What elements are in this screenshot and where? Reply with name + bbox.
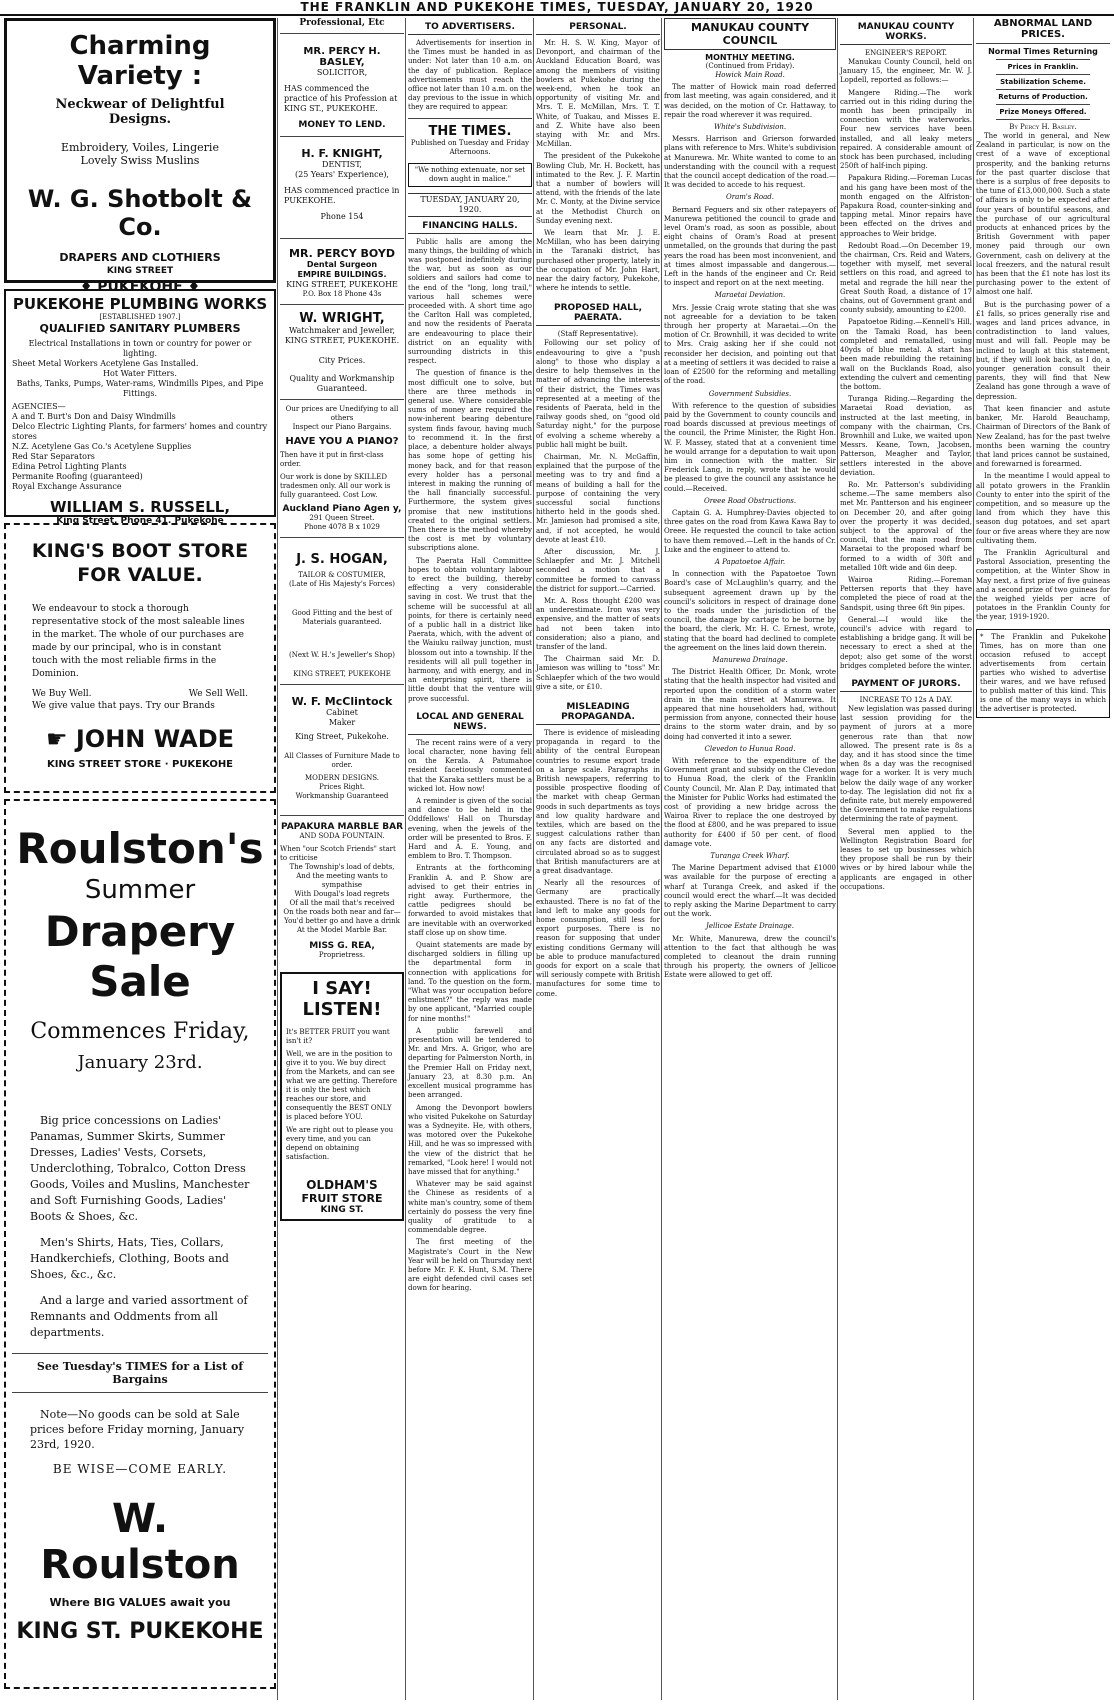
boot-store-slogan: We give value that pays. Try our Brands bbox=[32, 701, 215, 711]
article-subhead: Prize Moneys Offered. bbox=[999, 108, 1087, 116]
article-body: Following our set policy of endeavouring to give a "push along" to those who display a desire to help themselves in the matter of advancing the interests of their district, the Times was represented at a meeting of the residents of Paerata, held in the railway goods shed, on "good old Saturday night," for the purpose of evolving a scheme whereby a public hall might be built. Chairman, Mr. N. McGaffin, explained that the purpose of the meeting was to try and find a means of building a hall for the purpose of containing the very successful social functions hitherto held in the goods shed. Mr. Jamieson had promised a site, and, if not accepted, he would devote at least £10. After discussion, Mr. J. Schlaepfer and Mr. J. Mitchell seconded a motion that a committee be formed to canvass the district for support.—Carried. Mr. A. Ross thought £200 was an underestimate. Iron was very expensive, and the matter of seats had not been taken into consideration; also a piano, and transfer of the land. The Chairman said Mr. D. Jamieson was willing to "toss" Mr. Schlaepfer which of the two would give a site, or £10. bbox=[536, 339, 660, 691]
article-subhead: Prices in Franklin. bbox=[1007, 63, 1079, 71]
shotbolt-town: ♦ PUKEKOHE ♦ bbox=[79, 279, 201, 295]
marble-proprietor-title: Proprietress. bbox=[318, 951, 366, 959]
piano-address: 291 Queen Street. bbox=[309, 514, 375, 522]
diamond-icon: ♦ bbox=[182, 279, 201, 295]
roulston-paragraph: Big price concessions on Ladies' Panamas, Summer Skirts, Summer Dresses, Ladies' Vests, Corsets, Underclothing, Tobralco, Cotton Dress Goods, Voiles and Muslins, Manchester and Soft Furnishing Goods, Ladies' Boots & Shoes, &c. bbox=[30, 1114, 250, 1223]
wright-title: Watchmaker and Jeweller, bbox=[289, 326, 395, 335]
advert-column-1 bbox=[4, 18, 276, 1700]
article-headline: PAYMENT OF JURORS. bbox=[840, 679, 972, 692]
boot-store-body: We endeavour to stock a thorough representative stock of the most saleable lines in the market. The whole of our purchases are made by our principal, who is in constant touch with the most reliable firms in the Dominion. bbox=[32, 604, 245, 679]
mcclintock-line: All Classes of Furniture Made to order. bbox=[284, 752, 400, 769]
plumbing-agency: Red Star Separators bbox=[12, 452, 95, 461]
oldham-address: KING ST. bbox=[320, 1205, 364, 1215]
piano-line: Inspect our Piano Bargains. bbox=[292, 423, 392, 431]
knight-body: HAS commenced practice in PUKEKOHE. bbox=[284, 186, 400, 205]
column-divider bbox=[405, 18, 406, 1700]
wright-line: Quality and Workmanship Guaranteed. bbox=[289, 374, 395, 393]
editorial-column bbox=[408, 18, 532, 1700]
marble-subhead: AND SODA FOUNTAIN. bbox=[299, 832, 385, 840]
boyd-title: Dental Surgeon bbox=[306, 260, 378, 269]
plumbing-agency: Royal Exchange Assurance bbox=[12, 482, 122, 491]
times-subhead: Published on Tuesday and Friday Afternoons. bbox=[410, 138, 530, 156]
boyd-address: KING STREET, PUKEKOHE bbox=[286, 280, 398, 289]
roulston-see-times: See Tuesday's TIMES for a List of Bargains bbox=[36, 1360, 244, 1386]
plumbing-line: Sheet Metal Workers Acetylene Gas Installed. bbox=[12, 359, 199, 368]
boot-store-advert bbox=[4, 523, 276, 793]
marble-verse: On the roads both near and far— bbox=[283, 908, 401, 916]
article-headline: MANUKAU COUNTY COUNCIL bbox=[664, 18, 836, 50]
boot-store-slogan: We Sell Well. bbox=[188, 689, 248, 699]
i-say-line: Well, we are in the position to give it to you. We buy direct from the Markets, and can see what we are getting. Therefore it is only the best which reaches our store, and consequently the BEST ONLY is placed before YOU. bbox=[286, 1050, 397, 1121]
shotbolt-firm: W. G. Shotbolt & Co. bbox=[27, 185, 253, 241]
hogan-line: TAILOR & COSTUMIER, bbox=[298, 571, 386, 579]
section-heading: Professional, Etc bbox=[299, 18, 385, 28]
article-subhead: Stabilization Scheme. bbox=[1000, 78, 1086, 86]
boot-store-address: KING STREET STORE · PUKEKOHE bbox=[46, 759, 234, 770]
article-body: There is evidence of misleading propaganda in regard to the ability of the central European countries to resume export trade on a large scale. Paragraphs in British newspapers, referring to possible prospective flooding of the market with cheap German goods in such departments as toys and low quality hardware and textiles, which are based on the suggest calculations rather than on any facts are distorted and circulated abroad so as to suggest that British manufacturers are at a great disadvantage. Nearly all the resources of Germany are practically exhausted. There is no fat of the land left to make any goods for home consumption, still less for export purposes. There is no reason for supposing that under existing conditions Germany will be able to produce manufactured goods for export on a scale that will seriously compete with British manufactures for some time to come. bbox=[536, 729, 660, 998]
roulston-address: KING ST. PUKEKOHE bbox=[16, 1619, 264, 1644]
column-divider bbox=[277, 18, 278, 1700]
plumbing-agency: A and T. Burt's Don and Daisy Windmills bbox=[12, 412, 176, 421]
mcclintock-line: MODERN DESIGNS. bbox=[304, 774, 380, 782]
i-say-headline: LISTEN! bbox=[302, 999, 382, 1020]
roulston-proprietor: W. Roulston bbox=[40, 1496, 240, 1588]
marble-verse: Of all the mail that's received bbox=[289, 899, 395, 907]
news-column bbox=[536, 18, 660, 1700]
article-body: New legislation was passed during last session providing for the payment of jurors at a more generous rate than that now allowed. The present rate is 8s a day, and it has stood since the time when 8s a day was the recognised wage for a worker. It is very much below the daily wage of any worker to-day. The legislation did not fix a definite rate, but merely empowered the Government to make regulations determining the rate of payment. Several men applied to the Wellington Registration Board for leases to set up businesses which they propose shall be run by their wives or by hired labour while the applicants are engaged in other occupations. bbox=[840, 705, 972, 891]
column-divider bbox=[837, 18, 838, 1700]
plumbing-headline: PUKEKOHE PLUMBING WORKS bbox=[12, 295, 268, 313]
hogan-line: (Next W. H.'s Jeweller's Shop) bbox=[289, 651, 395, 659]
times-heading: THE TIMES. bbox=[428, 123, 512, 139]
boyd-box: P.O. Box 18 Phone 43s bbox=[302, 290, 382, 298]
marble-verse: When "our Scotch Friends" start to criticise bbox=[280, 845, 396, 862]
marble-headline: PAPAKURA MARBLE BAR bbox=[280, 822, 404, 832]
article-body: Mr. H. S. W. King, Mayor of Devonport, and chairman of the Auckland Education Board, was among the members of visiting bowlers at Pukekohe during the week-end, when he took an opportunity of visiting Mr. and Mrs. T. E. McMillan, Mrs. T. T. White, of Tuakau, and Misses E. and Z. White have also been staying with Mr. and Mrs. McMillan. The president of the Pukekohe Bowling Club, Mr. H. Bockett, has intimated to the Rev. J. F. Martin that a number of bowlers will attend, with the friends of the late Mr. C. Monty, at the Divine service at the Methodist Church on Sunday evening next. We learn that Mr. J. E. McMillan, who has been dairying in the Taranaki district, has purchased other property, lately in the occupation of Mr. John Hart, near the dairy factory, Pukekohe, where he intends to settle. bbox=[536, 39, 660, 293]
roulston-date: Commences Friday, bbox=[30, 1019, 250, 1044]
plumbing-agency: Delco Electric Lighting Plants, for farmers' homes and country stores bbox=[12, 422, 268, 441]
roulston-advert bbox=[4, 799, 276, 1689]
article-byline: By Percy H. Basley. bbox=[1009, 123, 1077, 131]
article-headline: MISLEADING PROPAGANDA. bbox=[536, 702, 660, 725]
plumbing-agency: Edina Petrol Lighting Plants bbox=[12, 462, 127, 471]
article-body: Manukau County Council, held on January 15, the engineer, Mr. W. J. Lopdell, reported as follows:— Mangere Riding.—The work carried out in this riding during the month has been principally in connection with the waterworks. Four new services have been installed, and all leaky meters repaired. A considerable amount of stock has been purchased, including 250ft of half-inch piping. Papakura Riding.—Foreman Lucas and his gang have been most of the month engaged on the Alfriston-Papakura Road, counter-sinking and tapping metal. Minor repairs have been effected on the drives and approaches to Weir bridge. Redoubt Road.—On December 19, the chairman, Crs. Reid and Waters, together with myself, met several settlers on this road, and agreed to metal and regrade the hill near the Great South Road, a distance of 17 chains, out of Government grant and county subsidy, amounting to £200. Papatoetoe Riding.—Kennell's Hill, on the Tamaki Road, has been completed and rematalled, using 40yds of blue metal. A start has been made rebuilding the retaining wall on the Bucklands Road, also extending the culvert and cementing the bottom. Turanga Riding.—Regarding the Maraetai Road deviation, as instructed at the last meeting, in company with the chairman, Crs. Brownhill and Luke, we waited upon Messrs. Keane, Town, Jacobsen, Patterson, Meagher and Taylor, settlers interested in the above deviation. Ro. Mr. Patterson's subdividing scheme.—The same members also met Mr. Pantterson and his engineer on December 20, and after going over the property it was decided, subject to the approval of the council, that the main road from Maraetai to the proposed wharf be formed to a width of 30ft and metalled 10ft wide and 6in deep. Wairoa Riding.—Foreman Pettersen reports that they have completed the piece of road at the Sandspit, using three 6ft 9in pipes. General.—I would like the council's advice with regard to establishing a bridge gang. It will be necessary to erect a shed at the depot; also get some of the worst bridges completed before the winter. bbox=[840, 58, 972, 670]
knight-title: DENTIST, bbox=[322, 160, 362, 169]
plumbing-proprietor: WILLIAM S. RUSSELL, bbox=[49, 498, 231, 516]
marble-verse: You'd better go and have a drink bbox=[284, 917, 400, 925]
hogan-line: Good Fitting and the best of Materials guaranteed. bbox=[291, 609, 393, 626]
article-headline: FINANCING HALLS. bbox=[408, 221, 532, 234]
article-body: The world in general, and New Zealand in particular, is now on the crest of a wave of exceptional prosperity, and the banking returns for the past quarter disclose that there is a surplus of free deposits to the tune of £13,000,000. Such a state of affairs is only to be expected after four years of bountiful seasons, and the purchase of our agricultural products at enhanced prices by the British Government with paper money paid through our own Government, cash on delivery at the local freezers, and the natural result has been that the £1 note has lost its purchasing power to the extent of almost one half. But is the purchasing power of a £1 falls, so prices generally rise and wages and land prices advance, in contradistinction to land values, must and will fall. People may be inclined to laugh at this statement, but, if they will look back, as I do, a younger generation consult their parents, they will find that New Zealand has gone through a wave of depression. That keen financier and astute banker, Mr. Harold Beauchamp, Chairman of Directors of the Bank of New Zealand, has for the past twelve months been warning the country that land prices cannot be sustained, and forewarned is forearmed. In the meantime I would appeal to all potato growers in the Franklin County to enter into the spirit of the competition, and so measure up the land from which they have this season dug potatoes, and set apart four or five areas where they are now cultivating them. The Franklin Agricultural and Pastoral Association, presenting the competition, at the Winter Show in May next, a first prize of five guineas and a second prize of two guineas for the weighed yields per acre of potatoes in the Franklin County for the year, 1919-1920. bbox=[976, 132, 1110, 622]
article-subhead: Normal Times Returning bbox=[988, 47, 1098, 56]
column-divider bbox=[533, 18, 534, 1700]
plumbing-agency: Permanite Roofing (guaranteed) bbox=[12, 472, 143, 481]
column-divider bbox=[973, 18, 974, 1700]
basley-title: SOLICITOR, bbox=[316, 68, 368, 77]
advertisers-notice: Advertisements for insertion in the Times must be handed in as under: Not later than 10 a.m. on the day of publication. Replace advertisements must reach the office not later than 10 a.m. on the day previous to the issue in which they are required to appear. bbox=[408, 39, 532, 112]
article-body: Public halls are among the many things, the building of which was postponed indefinitely during the war, but as soon as our soldiers and sailors had come to the end of the "long, long trail," various hall schemes were proceeded with. A short time ago the Carlton Hall was completed, and now the residents of Paerata are endeavouring to place their district on an equality with surrounding districts in this respect. The question of finance is the most difficult one to solve, but there are three methods in general use. Where considerable sums of money are required the now-inherent bearing debenture system finds favour, having much to recommend it. In the first place, a debenture holder always has some hope of getting his money back, and for that reason every holder has a personal interest in making the running of the hall financially successful. Furthermore, the system gives promise that new institutions created to the original settlers. Then there is the method whereby the cost is met by voluntary subscriptions alone. The Paerata Hall Committee hopes to obtain voluntary labour to erect the building, thereby effecting a very considerable saving in cost. We trust that the scheme will be successful at all points, for there is certainly need of a public hall in a district like Paerata, which, with the advent of the Waiuku railway junction, must blossom out into a township. If the residents will all pull together in harmony, and with energy, and in an enterprising spirit, there is little doubt that the venture will prove successful. bbox=[408, 237, 532, 703]
basley-money: MONEY TO LEND. bbox=[298, 120, 386, 130]
roulston-headline: Roulston's bbox=[16, 824, 264, 873]
roulston-paragraph: Men's Shirts, Hats, Ties, Collars, Handkerchiefs, Clothing, Boots and Shoes, &c., &c. bbox=[30, 1236, 229, 1281]
shotbolt-subhead: Neckwear of Delightful Designs. bbox=[55, 97, 225, 127]
shotbolt-advert bbox=[4, 18, 276, 295]
knight-experience: (25 Years' Experience), bbox=[295, 170, 389, 179]
roulston-headline: Summer bbox=[84, 875, 196, 905]
marble-verse: The Township's load of debts, bbox=[289, 863, 395, 871]
article-body: Howick Main Road. The matter of Howick main road deferred from last meeting, was again considered, and it was decided, on the motion of Cr. Hattaway, to repair the road wherever it was required. White's Subdivision. Messrs. Harrison and Grierson forwarded plans with reference to Mrs. White's subdivision at Manurewa. Mr. White wanted to come to an understanding with the council with a request that the council accept dedication of the road.—It was decided to accede to his request. Oram's Road. Bernard Feguers and six other ratepayers of Manurewa petitioned the council to grade and level Oram's road, as soon as possible, about eight chains of Oram's Road at present unmetalled, on the grounds that during the past years the road has been most inconvenient, and at times almost impassable and dangerous.—Left in the hands of the engineer and Cr. Reid to inspect and report on at the next meeting. Maraetai Deviation. Mrs. Jessie Craig wrote stating that she was not agreeable for a deviation to be taken through her property at Maraetai.—On the motion of Cr. Brownhill, it was decided to write to Mrs. Craig asking her if she could not reconsider her decision, and pointing out that at a meeting of settlers it was decided to raise a loan of £2500 for the reforming and metalling of the road. Government Subsidies. With reference to the question of subsidies paid by the Government to county councils and road boards discussed at previous meetings of the council, the Prime Minister, the Right Hon. W. F. Massey, stated that at a convenient time he would arrange for a deputation to wait upon him in connection with the matter. Sir Frederick Lang, in reply, wrote that he would be pleased to give the council any assistance he could.—Received. Oreee Road Obstructions. Captain G. A. Humphrey-Davies objected to three gates on the road from Kawa Kawa Bay to Oreee. He requested the council to take action to have them removed.—Left in the hands of Cr. Luke and the engineer to attend to. A Papatoetoe Affair. In connection with the Papatoetoe Town Board's case of McLaughlin's quarry, and the subsequent agreement drawn up by the council's solicitors in respect of drainage done to the roads under the jurisdiction of the council, the damage by cartage to be borne by the board, the clerk, Mr. H. C. Ernest, wrote, stating that the board had declined to complete the agreement on the lines laid down therein. Manurewa Drainage. The District Health Officer, Dr. Monk, wrote stating that the health inspector had visited and reported upon the condition of a storm water drain in the main street at Manurewa. It appeared that nine householders had, without permission from anyone, connected their house drains to the storm water drain, and by so doing had converted it into a sewer. Clevedon to Hunua Road. With reference to the expenditure of the Government grant and subsidy on the Clevedon to Hunua Road, the clerk of the Franklin County Council, Mr. Alan P. Day, intimated that the Minister for Public Works had estimated the cost of providing a new bridge across the Wairoa River to replace the one destroyed by the flood at £800, and he was prepared to issue authority for £400 if 50 per cent. of flood damage vote. Turanga Creek Wharf. The Marine Department advised that £1000 was available for the purpose of erecting a wharf at Turanga Creek, and asked if the council would erect the wharf.—It was decided to reply asking the Marine Department to carry out the work. Jellicoe Estate Drainage. Mr. White, Manurewa, drew the council's attention to the fact that although he was completed to cleanout the drain running through his property, the owners of Jellicoe Estate were allowed to get off. bbox=[664, 71, 836, 980]
boot-store-headline: KING'S BOOT STORE FOR VALUE. bbox=[31, 540, 249, 586]
council-column bbox=[664, 18, 836, 1700]
i-say-line: We are right out to please you every time, and you can depend on obtaining satisfaction. bbox=[286, 1126, 394, 1161]
article-headline: LOCAL AND GENERAL NEWS. bbox=[408, 712, 532, 735]
piano-line: Then have it put in first-class order. bbox=[280, 451, 384, 468]
boot-store-slogans bbox=[32, 689, 248, 699]
boot-store-slogan: We Buy Well. bbox=[32, 689, 92, 699]
article-continuation: (Continued from Friday). bbox=[705, 62, 795, 70]
plumbing-est: [ESTABLISHED 1907.] bbox=[99, 313, 181, 321]
plumbing-agency: N.Z. Acetylene Gas Co.'s Acetylene Supplies bbox=[12, 442, 192, 451]
mcclintock-line: Workmanship Guaranteed bbox=[295, 792, 389, 800]
wright-name: W. WRIGHT, bbox=[299, 311, 385, 326]
boyd-building: EMPIRE BUILDINGS. bbox=[297, 270, 387, 279]
marble-verse: And the meeting wants to sympathise bbox=[296, 872, 388, 889]
mcclintock-line: Prices Right. bbox=[319, 783, 365, 791]
knight-name: H. F. KNIGHT, bbox=[301, 147, 383, 160]
roulston-headline: Sale bbox=[89, 957, 191, 1006]
roulston-headline: Drapery bbox=[44, 907, 236, 956]
article-subhead: Returns of Production. bbox=[998, 93, 1088, 101]
article-body: The recent rains were of a very local character, none having fell on the Kerala. A Patumahoe resident facetiously commented that the Karaka settlers must be a wicked lot. How now! A reminder is given of the social and dance to be held in the Oddfellows' Hall on Thursday evening, when the jewels of the order will be presented to Bros. F. Hard and A. E. Young, and emblem to Bro. T. Thompson. Entrants at the forthcoming Franklin A. and P. Show are advised to get their entries in right away. Furthermore, the cattle pedigrees should be forwarded to avoid mistakes that are inevitable with an overworked staff close up on show time. Quaint statements are made by discharged soldiers in filling up the departmental form in connection with applications for land. To the question on the form, "What was your occupation before enlistment?" the reply was made by one applicant, "Married couple for nine months!" A public farewell and presentation will be tendered to Mr. and Mrs. A. Grigor, who are departing for Palmerston North, in the Premier Hall on Friday next, January 23, at 8.30 p.m. An excellent musical programme has been arranged. Among the Devonport bowlers who visited Pukekohe on Saturday was a Sydneyite. He, with others, was motored over the Pukekohe Hill, and he was so impressed with the view of the district that he remarked, "Look here! I would not have missed that for anything." Whatever may be said against the Chinese as residents of a white man's country, some of them certainly do possess the very fine quality of gratitude to a commendable degree. The first meeting of the Magistrate's Court in the New Year will be held on Thursday next before Mr. F. K. Hunt, S.M. There are eight defended civil cases set down for hearing. bbox=[408, 738, 532, 1293]
plumbing-line: Electrical Installations in town or country for power or lighting. bbox=[28, 339, 252, 358]
i-say-advert bbox=[280, 972, 404, 1221]
hogan-line: (Late of His Majesty's Forces) bbox=[288, 580, 396, 588]
diamond-icon: ♦ bbox=[79, 279, 98, 295]
roulston-wise: BE WISE—COME EARLY. bbox=[52, 1462, 228, 1476]
masthead: THE FRANKLIN AND PUKEKOHE TIMES, TUESDAY, JANUARY 20, 1920 bbox=[0, 0, 1114, 16]
piano-phone: Phone 4078 B x 1029 bbox=[304, 523, 380, 531]
article-subhead: ENGINEER'S REPORT. bbox=[865, 49, 947, 57]
editorial-notice: * The Franklin and Pukekohe Times, has on more than one occasion refused to accept advertisements from certain parties who wished to advertise their wares, and we have refused to publish matter of this kind. This is one of the many ways in which the advertiser is protected. bbox=[976, 629, 1110, 718]
land-prices-column bbox=[976, 18, 1110, 1700]
marble-verse: At the Model Marble Bar. bbox=[296, 926, 388, 934]
piano-line: Our work is done by SKILLED tradesmen only. All our work is fully guaranteed. Cost Low. bbox=[280, 473, 391, 499]
works-column bbox=[840, 18, 972, 1700]
advert-column-2 bbox=[280, 18, 404, 1700]
piano-headline: HAVE YOU A PIANO? bbox=[285, 436, 399, 447]
article-headline: PROPOSED HALL, PAERATA. bbox=[536, 303, 660, 326]
basley-body: HAS commenced the practice of his Profession at KING ST., PUKEKOHE. bbox=[284, 84, 398, 113]
mcclintock-name: W. F. McClintock bbox=[291, 695, 393, 708]
column-divider bbox=[661, 18, 662, 1700]
knight-phone: Phone 154 bbox=[320, 212, 364, 221]
shotbolt-items: Embroidery, Voiles, Lingerie Lovely Swiss Muslins bbox=[61, 141, 219, 167]
roulston-date: January 23rd. bbox=[77, 1052, 203, 1073]
article-headline: MANUKAU COUNTY WORKS. bbox=[840, 22, 972, 45]
issue-date: TUESDAY, JANUARY 20, 1920. bbox=[408, 193, 532, 217]
basley-name: MR. PERCY H. BASLEY, bbox=[303, 46, 381, 68]
piano-firm: Auckland Piano Agen y, bbox=[282, 504, 402, 514]
oldham-name: OLDHAM'S bbox=[306, 1178, 378, 1192]
advertisers-heading: TO ADVERTISERS. bbox=[408, 22, 532, 35]
plumbing-line: Hot Water Fitters. bbox=[103, 369, 177, 378]
shotbolt-headline: Charming Variety : bbox=[69, 31, 211, 91]
boyd-name: MR. PERCY BOYD bbox=[289, 247, 395, 260]
article-byline: (Staff Representative). bbox=[557, 330, 639, 339]
i-say-headline: I SAY! bbox=[312, 978, 372, 999]
mcclintock-line: King Street, Pukekohe. bbox=[295, 732, 389, 741]
shotbolt-street: KING STREET bbox=[106, 266, 174, 276]
hogan-line: KING STREET, PUKEKOHE bbox=[293, 670, 391, 678]
shotbolt-trade: DRAPERS AND CLOTHIERS bbox=[59, 251, 221, 264]
roulston-paragraph: And a large and varied assortment of Remnants and Oddments from all departments. bbox=[30, 1294, 248, 1339]
marble-proprietor: MISS G. REA, bbox=[309, 941, 375, 951]
plumbing-address: King Street, Phone 41. Pukekohe bbox=[56, 516, 224, 526]
article-subhead: INCREASE TO 12s A DAY. bbox=[859, 696, 953, 704]
marble-verse: With Dougal's load regrets bbox=[294, 890, 390, 898]
roulston-tagline: Where BIG VALUES await you bbox=[49, 1596, 231, 1609]
hogan-name: J. S. HOGAN, bbox=[296, 552, 388, 567]
plumbing-subhead: QUALIFIED SANITARY PLUMBERS bbox=[39, 322, 241, 335]
oldham-name: FRUIT STORE bbox=[301, 1192, 383, 1205]
piano-line: Our prices are Unedifying to all others bbox=[285, 405, 399, 422]
times-motto: "We nothing extenuate, nor set down aught in malice." bbox=[408, 163, 532, 187]
wright-address: KING STREET, PUKEKOHE. bbox=[284, 336, 400, 345]
article-headline: PERSONAL. bbox=[536, 22, 660, 35]
plumbing-line: Baths, Tanks, Pumps, Water-rams, Windmills Pipes, and Pipe Fittings. bbox=[16, 379, 264, 398]
article-headline: ABNORMAL LAND PRICES. bbox=[993, 18, 1093, 40]
i-say-line: It's BETTER FRUIT you want isn't it? bbox=[286, 1028, 390, 1045]
mcclintock-line: Maker bbox=[328, 718, 356, 727]
article-subhead: MONTHLY MEETING. bbox=[705, 53, 795, 62]
plumbing-advert bbox=[4, 289, 276, 526]
pointing-hand-icon: ☛ bbox=[45, 725, 76, 753]
wright-line: City Prices. bbox=[318, 356, 366, 365]
roulston-note: Note—No goods can be sold at Sale prices before Friday morning, January 23rd, 1920. bbox=[30, 1408, 245, 1451]
plumbing-agencies-label: AGENCIES— bbox=[12, 402, 66, 411]
mcclintock-line: Cabinet bbox=[326, 708, 358, 717]
boot-store-proprietor: ☛ JOHN WADE bbox=[45, 725, 235, 753]
